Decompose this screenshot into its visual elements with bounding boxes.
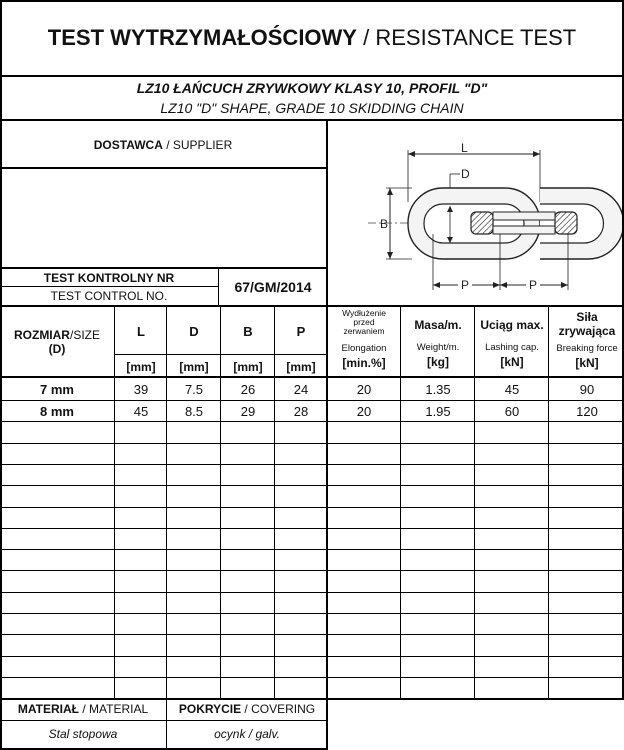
title-separator: / (356, 25, 376, 50)
rule-h (0, 286, 218, 287)
rule-h (0, 305, 624, 307)
covering-label (168, 698, 326, 720)
arrow-p1-right (493, 282, 500, 288)
rule-h (0, 75, 624, 77)
breaking-force-header (550, 309, 624, 377)
col-p-label: P (296, 323, 306, 339)
material-value: Stal stopowa (48, 727, 118, 741)
size-header-sub: (D) (48, 342, 66, 356)
elongation-pl-2: przed (353, 317, 375, 327)
supplier-label (0, 130, 326, 160)
size-header-pl: ROZMIAR (13, 328, 70, 342)
rule-v (474, 305, 475, 698)
rule-h (0, 592, 624, 593)
page-title (0, 0, 624, 76)
col-b-unit: [mm] (233, 360, 263, 374)
row-d: 8.5 (184, 403, 204, 419)
size-header-sep: / (69, 328, 74, 342)
rule-h (0, 507, 624, 508)
row-lashing: 45 (504, 381, 520, 397)
supplier-separator: / (162, 138, 173, 152)
rule-h (0, 613, 624, 614)
rule-v (274, 305, 275, 698)
lashing-unit: [kN] (500, 355, 524, 369)
arrow-p2-right (561, 282, 568, 288)
rule-v (114, 305, 115, 698)
connector-bottom (493, 226, 555, 234)
mass-header (402, 309, 474, 377)
test-control-label-en: TEST CONTROL NO. (50, 289, 168, 303)
title-normal: RESISTANCE TEST (375, 25, 577, 50)
rule-h (0, 570, 624, 571)
rule-h (0, 400, 624, 401)
rule-v (166, 305, 167, 698)
material-sep: / (78, 702, 89, 716)
title-bold: TEST WYTRZYMAŁOŚCIOWY (47, 25, 357, 50)
rule-v (326, 305, 328, 748)
rule-h (0, 0, 624, 2)
lashing-header (476, 309, 548, 377)
size-header-en: SIZE (73, 328, 100, 342)
material-label (0, 698, 166, 720)
arrow-b-bottom (387, 252, 393, 259)
rule-h (0, 698, 624, 700)
covering-sep: / (241, 702, 252, 716)
col-d-unit: [mm] (179, 360, 209, 374)
row-size: 7 mm (40, 381, 74, 397)
breaking-unit: [kN] (575, 356, 599, 370)
size-header (0, 308, 114, 376)
elongation-pl-3: zerwaniem (343, 326, 385, 336)
breaking-pl-2: zrywająca (558, 324, 616, 338)
label-l: L (461, 141, 468, 155)
row-elongation: 20 (356, 381, 372, 397)
rule-h (0, 656, 624, 657)
subtitle-polish: LZ10 ŁAŃCUCH ZRYWKOWY KLASY 10, PROFIL "D" (136, 80, 488, 96)
connector-top (493, 212, 555, 220)
mass-en: Weight/m. (416, 342, 460, 353)
arrow-l-left (408, 151, 415, 157)
col-l-unit: [mm] (126, 360, 156, 374)
rule-h (0, 376, 624, 378)
subtitle-english: LZ10 "D" SHAPE, GRADE 10 SKIDDING CHAIN (160, 100, 464, 116)
row-lashing: 60 (504, 403, 520, 419)
elongation-unit: [min.%] (342, 356, 386, 370)
covering-label-pl: POKRYCIE (178, 702, 242, 716)
rule-h (0, 443, 624, 444)
covering-value: ocynk / galv. (214, 727, 280, 741)
rule-h (114, 354, 326, 355)
material-label-en: MATERIAL (89, 702, 149, 716)
supplier-label-pl: DOSTAWCA (93, 138, 163, 152)
lashing-pl: Uciąg max. (480, 318, 544, 332)
lashing-en: Lashing cap. (485, 342, 539, 353)
rule-h (0, 485, 624, 486)
elongation-header (328, 309, 400, 377)
rule-v (326, 119, 328, 307)
row-b: 29 (240, 403, 256, 419)
col-b-label: B (243, 323, 253, 339)
rule-v (218, 267, 219, 307)
row-l: 39 (133, 381, 149, 397)
row-size: 8 mm (40, 403, 74, 419)
label-b: B (380, 217, 389, 231)
rule-h (0, 167, 326, 169)
breaking-pl-1: Siła (576, 310, 598, 324)
rule-h (0, 634, 624, 635)
rule-h (0, 464, 624, 465)
row-l: 45 (133, 403, 149, 419)
rule-v (166, 698, 167, 748)
label-p1: P (461, 278, 470, 292)
material-label-pl: MATERIAŁ (17, 702, 79, 716)
row-breaking: 120 (576, 403, 598, 419)
link-section-right (555, 212, 577, 234)
rule-h (0, 720, 328, 721)
covering-label-en: COVERING (251, 702, 316, 716)
arrow-p2-left (500, 282, 507, 288)
row-p: 28 (293, 403, 309, 419)
label-d: D (461, 167, 470, 181)
row-d: 7.5 (184, 381, 204, 397)
row-mass: 1.35 (425, 381, 451, 397)
row-b: 26 (240, 381, 256, 397)
arrow-l-right (533, 151, 540, 157)
rule-h (0, 119, 624, 121)
test-control-label-pl: TEST KONTROLNY NR (43, 271, 175, 285)
row-mass: 1.95 (425, 403, 451, 419)
chain-diagram (328, 122, 624, 306)
row-breaking: 90 (579, 381, 595, 397)
rule-v (0, 0, 2, 750)
label-p2: P (529, 278, 538, 292)
mass-pl: Masa/m. (414, 318, 462, 332)
elongation-en: Elongation (341, 343, 387, 354)
rule-v (400, 305, 401, 698)
rule-h (0, 267, 326, 269)
arrow-b-top (387, 188, 393, 195)
row-elongation: 20 (356, 403, 372, 419)
row-p: 24 (293, 381, 309, 397)
elongation-pl-1: Wydłużenie (342, 308, 386, 318)
arrow-p1-left (433, 282, 440, 288)
supplier-label-en: SUPPLIER (172, 138, 233, 152)
rule-v (220, 305, 221, 698)
rule-h (0, 677, 624, 678)
rule-v (548, 305, 549, 698)
rule-h (0, 549, 624, 550)
rule-h (0, 528, 624, 529)
link-section-left (471, 212, 493, 234)
rule-h (0, 421, 624, 422)
col-d-label: D (189, 323, 199, 339)
col-p-unit: [mm] (286, 360, 316, 374)
col-l-label: L (137, 323, 145, 339)
breaking-en: Breaking force (556, 343, 618, 354)
test-control-number: 67/GM/2014 (234, 279, 312, 295)
mass-unit: [kg] (427, 355, 449, 369)
